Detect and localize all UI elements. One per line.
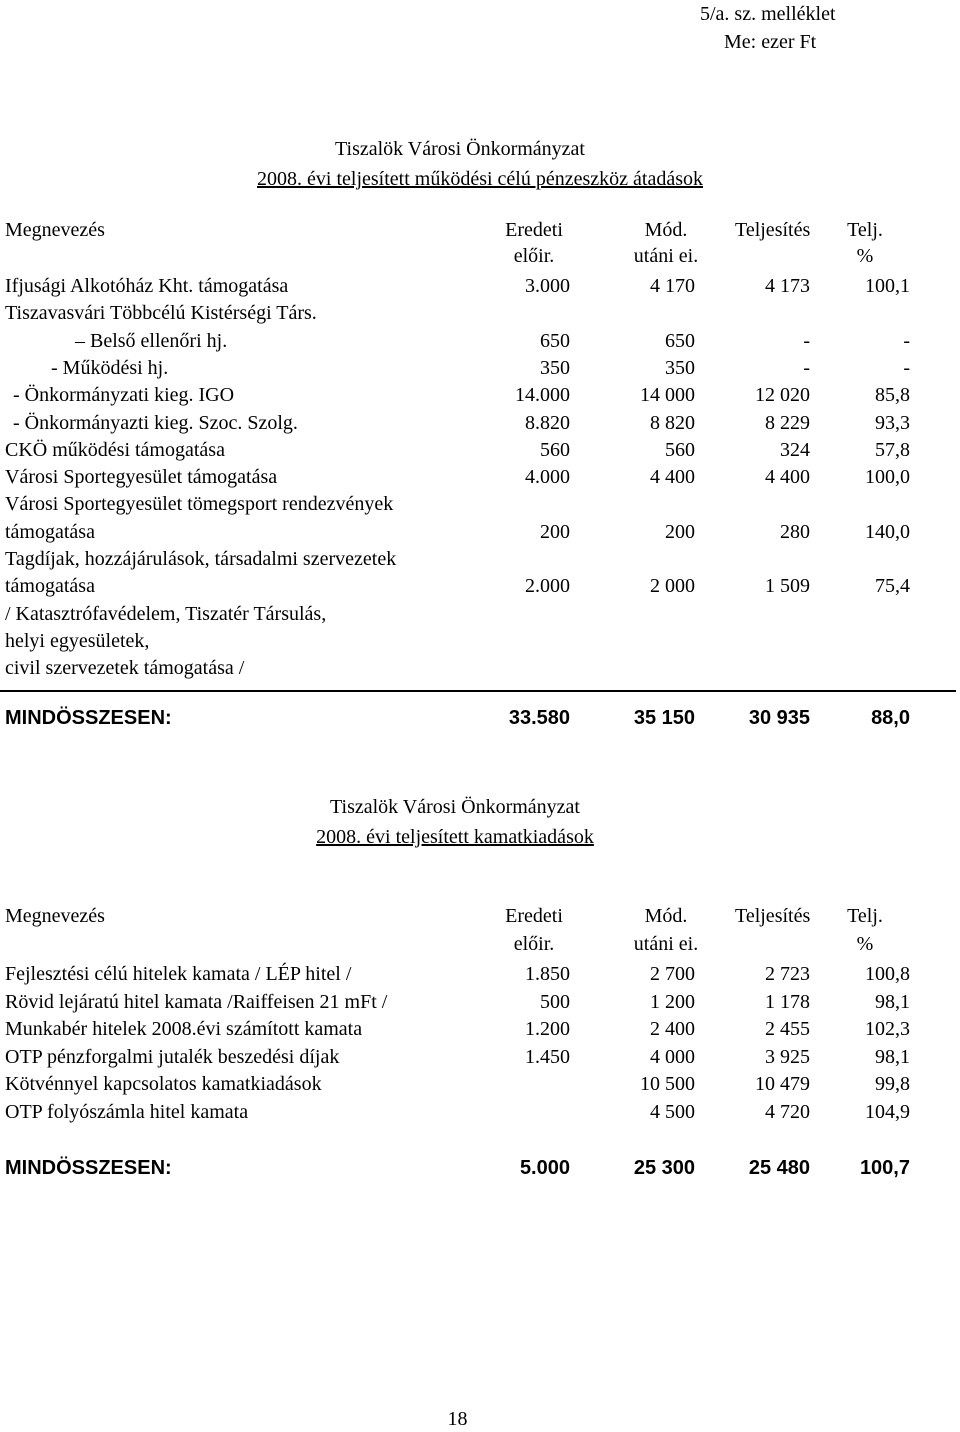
section1-title-line1: Tiszalök Városi Önkormányzat <box>335 138 585 160</box>
row-modified: 2 400 <box>650 1018 695 1041</box>
row-modified: 14 000 <box>640 384 695 407</box>
row-name: – Belső ellenőri hj. <box>75 329 228 352</box>
row-percent: 93,3 <box>875 411 910 434</box>
table-header-row <box>0 902 960 930</box>
row-fulfilled: - <box>803 356 810 379</box>
table-row <box>0 490 960 518</box>
row-original: 500 <box>540 990 570 1013</box>
row-modified: 10 500 <box>640 1073 695 1096</box>
row-name: - Önkormányzati kieg. IGO <box>13 384 235 407</box>
row-percent: 102,3 <box>865 1018 910 1041</box>
row-modified: 4 000 <box>650 1045 695 1068</box>
header-percent: Telj. <box>847 905 883 927</box>
section1-total-row <box>0 704 960 732</box>
row-modified: 200 <box>665 520 695 543</box>
table-row <box>0 1070 960 1098</box>
row-fulfilled: 4 173 <box>765 275 810 297</box>
row-original: 1.850 <box>525 963 570 985</box>
section1-divider <box>0 690 956 692</box>
row-original: 1.200 <box>525 1018 570 1041</box>
row-modified: 2 700 <box>650 963 695 985</box>
row-fulfilled: 4 400 <box>765 466 810 489</box>
unit-label: Me: ezer Ft <box>724 31 817 53</box>
row-fulfilled: 2 723 <box>765 963 810 985</box>
header-fulfilled: Teljesítés <box>735 905 811 927</box>
row-modified: 4 400 <box>650 466 695 489</box>
row-modified: 4 170 <box>650 275 695 297</box>
table-row <box>0 381 960 409</box>
row-original: 200 <box>540 520 570 543</box>
page-number: 18 <box>447 1408 468 1430</box>
table-row <box>0 272 960 300</box>
header-name: Megnevezés <box>5 905 105 927</box>
table-row <box>0 463 960 491</box>
row-percent: 75,4 <box>875 575 910 598</box>
table-row <box>0 1098 960 1126</box>
row-original: 560 <box>540 438 570 461</box>
row-fulfilled: 280 <box>780 520 810 543</box>
row-original: 4.000 <box>525 466 570 489</box>
header-percent-2: % <box>856 245 874 267</box>
table-row <box>0 327 960 355</box>
table-row <box>0 600 960 628</box>
row-percent: 99,8 <box>875 1073 910 1096</box>
row-name: Rövid lejáratú hitel kamata /Raiffeisen 21 mFt / <box>5 990 388 1013</box>
row-name: OTP pénzforgalmi jutalék beszedési díjak <box>5 1045 340 1068</box>
table-row <box>0 436 960 464</box>
row-name: támogatása <box>5 520 95 543</box>
total-percent: 100,7 <box>859 1157 910 1179</box>
table-row <box>0 1015 960 1043</box>
row-original: 14.000 <box>515 384 570 407</box>
row-name: CKÖ működési támogatása <box>5 438 225 461</box>
row-name: - Működési hj. <box>51 356 169 379</box>
table-header-row <box>0 216 960 244</box>
table-row <box>0 960 960 988</box>
row-modified: 1 200 <box>650 990 695 1013</box>
row-name: OTP folyószámla hitel kamata <box>5 1101 249 1123</box>
row-fulfilled: 2 455 <box>765 1018 810 1041</box>
table-row <box>0 545 960 573</box>
section2-title-line1: Tiszalök Városi Önkormányzat <box>330 796 580 818</box>
row-percent: 100,1 <box>865 275 910 297</box>
table-row <box>0 1043 960 1071</box>
total-fulfilled: 25 480 <box>748 1157 810 1179</box>
section1-title-line2: 2008. évi teljesített működési célú pénzeszköz átadások <box>257 168 703 190</box>
header-modified: Mód. <box>644 905 688 927</box>
row-original: 8.820 <box>525 411 570 434</box>
row-modified: 560 <box>665 438 695 461</box>
row-fulfilled: 3 925 <box>765 1045 810 1068</box>
row-original: 3.000 <box>525 275 570 297</box>
row-name: Tiszavasvári Többcélú Kistérségi Társ. <box>5 302 317 325</box>
row-name: helyi egyesületek, <box>5 629 150 652</box>
row-percent: 98,1 <box>875 1045 910 1068</box>
row-name: civil szervezetek támogatása / <box>5 657 245 680</box>
row-name: - Önkormányazti kieg. Szoc. Szolg. <box>13 411 298 434</box>
row-name: Tagdíjak, hozzájárulások, társadalmi szervezetek <box>5 548 397 570</box>
header-percent-2: % <box>856 933 874 955</box>
total-fulfilled: 30 935 <box>748 707 810 729</box>
row-name: Városi Sportegyesület támogatása <box>5 466 278 489</box>
row-modified: 8 820 <box>650 411 695 434</box>
row-original: 650 <box>540 329 570 352</box>
row-name: Fejlesztési célú hitelek kamata / LÉP hitel / <box>5 963 352 985</box>
row-name: / Katasztrófavédelem, Tiszatér Társulás, <box>5 602 327 625</box>
row-fulfilled: 4 720 <box>765 1101 810 1123</box>
row-percent: 140,0 <box>865 520 910 543</box>
row-percent: 100,8 <box>865 963 910 985</box>
total-modified: 25 300 <box>633 1157 695 1179</box>
row-percent: 98,1 <box>875 990 910 1013</box>
table-row <box>0 627 960 655</box>
header-percent: Telj. <box>847 219 883 241</box>
row-name: támogatása <box>5 575 95 598</box>
row-name: Ifjusági Alkotóház Kht. támogatása <box>5 275 289 297</box>
row-modified: 650 <box>665 329 695 352</box>
table-row <box>0 518 960 546</box>
row-name: Kötvénnyel kapcsolatos kamatkiadások <box>5 1073 322 1096</box>
table-row <box>0 409 960 437</box>
header-original: Eredeti <box>505 219 563 241</box>
row-percent: - <box>903 329 910 352</box>
table-row <box>0 988 960 1016</box>
row-fulfilled: 12 020 <box>755 384 810 407</box>
total-original: 5.000 <box>519 1157 570 1179</box>
row-percent: 100,0 <box>865 466 910 489</box>
row-fulfilled: 324 <box>780 438 810 461</box>
row-percent: 104,9 <box>865 1101 910 1123</box>
table-row <box>0 354 960 382</box>
section2-title-line2: 2008. évi teljesített kamatkiadások <box>316 826 594 848</box>
section2-total-row <box>0 1154 960 1182</box>
attachment-note <box>700 0 836 56</box>
table-row <box>0 299 960 327</box>
attachment-label: 5/a. sz. melléklet <box>700 3 836 25</box>
total-original: 33.580 <box>508 707 570 729</box>
header-fulfilled: Teljesítés <box>735 219 811 241</box>
total-percent: 88,0 <box>871 707 910 729</box>
row-percent: 85,8 <box>875 384 910 407</box>
total-label: MINDÖSSZESEN: <box>5 1157 172 1179</box>
row-fulfilled: 1 178 <box>765 990 810 1013</box>
table-header-row-2 <box>0 242 960 270</box>
row-percent: - <box>903 356 910 379</box>
row-original: 1.450 <box>525 1045 570 1068</box>
header-name: Megnevezés <box>5 219 105 241</box>
table-row <box>0 654 960 682</box>
table-header-row-2 <box>0 930 960 958</box>
row-modified: 4 500 <box>650 1101 695 1123</box>
section1-title <box>0 134 960 194</box>
row-name: Városi Sportegyesület tömegsport rendezvények <box>5 493 394 516</box>
header-modified: Mód. <box>644 219 688 241</box>
row-fulfilled: - <box>803 329 810 352</box>
header-original-2: előir. <box>513 245 555 267</box>
header-original-2: előir. <box>513 933 555 955</box>
row-original: 350 <box>540 356 570 379</box>
row-fulfilled: 8 229 <box>765 411 810 434</box>
section2-title <box>0 792 960 852</box>
total-label: MINDÖSSZESEN: <box>5 707 172 729</box>
row-name: Munkabér hitelek 2008.évi számított kamata <box>5 1018 363 1041</box>
row-percent: 57,8 <box>875 438 910 461</box>
row-original: 2.000 <box>525 575 570 598</box>
header-modified-2: utáni ei. <box>633 245 699 267</box>
row-fulfilled: 10 479 <box>755 1073 810 1096</box>
header-original: Eredeti <box>505 905 563 927</box>
row-modified: 2 000 <box>650 575 695 598</box>
row-fulfilled: 1 509 <box>765 575 810 598</box>
row-modified: 350 <box>665 356 695 379</box>
total-modified: 35 150 <box>633 707 695 729</box>
header-modified-2: utáni ei. <box>633 933 699 955</box>
table-row <box>0 572 960 600</box>
